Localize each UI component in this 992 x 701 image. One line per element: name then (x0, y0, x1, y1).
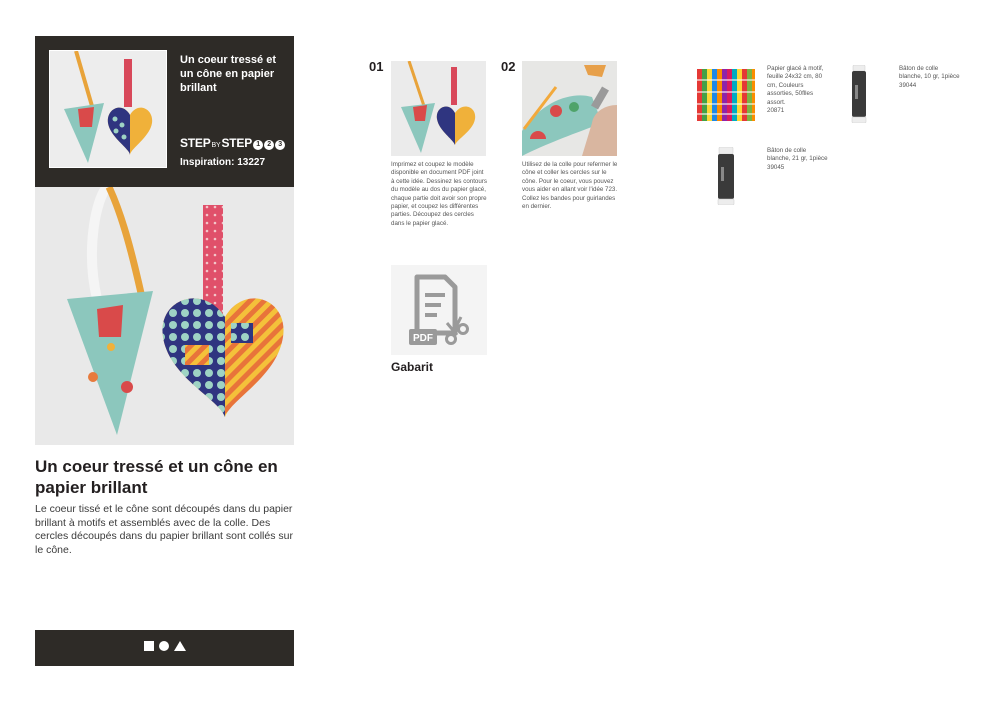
brand-num-1: 1 (253, 140, 263, 150)
hero-image[interactable] (35, 187, 294, 445)
step-2-image[interactable] (522, 61, 617, 156)
brand-by: BY (211, 142, 221, 149)
glue-stick-icon (830, 65, 888, 123)
circle-shape-icon (158, 639, 170, 657)
header-title: Un coeur tressé et un cône en papier brillant (180, 54, 276, 94)
step-1-image[interactable] (391, 61, 486, 156)
product-image-39045[interactable] (697, 147, 755, 205)
product-code: 39044 (899, 81, 917, 89)
page-title: Un coeur tressé et un cône en papier brillant (35, 457, 278, 497)
product-39045-text (767, 147, 829, 172)
footer-band (35, 630, 294, 666)
glue-stick-icon (697, 147, 755, 205)
header-band (35, 36, 294, 187)
product-name: Papier glacé à motif, feuille 24x32 cm, 80 cm, Couleurs assorties, 50flles assort. (767, 65, 824, 106)
step-1-text: Imprimez et coupez le modèle disponible en document PDF joint à cette idée. Dessinez les contours du modèle au dos du papier glacé, chaque partie doit avoir son propre papier, et coupez les différentes parties. Découpez des cercles dans le papier glacé. (391, 161, 487, 227)
product-name: Bâton de colle blanche, 10 gr, 1pièce (899, 65, 960, 81)
product-20871-text (767, 65, 829, 115)
product-39044-text (899, 65, 961, 90)
pdf-scissors-icon (391, 265, 487, 355)
brand-step-2: STEP (221, 136, 253, 150)
pdf-badge: PDF (413, 333, 433, 344)
step-number-1: 01 (369, 59, 384, 74)
thumbnail-image[interactable] (49, 50, 167, 168)
inspiration-number: Inspiration: 13227 (180, 157, 266, 168)
paper-stack-icon (697, 65, 755, 123)
step-by-step-logo (180, 136, 285, 150)
product-image-39044[interactable] (830, 65, 888, 123)
square-shape-icon (143, 639, 155, 657)
brand-num-2: 2 (264, 140, 274, 150)
product-code: 20871 (767, 107, 785, 115)
pdf-template-download[interactable] (391, 265, 487, 355)
product-name: Bâton de colle blanche, 21 gr, 1pièce (767, 147, 828, 163)
brand-num-3: 3 (275, 140, 285, 150)
product-image-20871[interactable] (697, 65, 755, 123)
triangle-shape-icon (173, 639, 187, 657)
step-number-2: 02 (501, 59, 516, 74)
product-code: 39045 (767, 163, 785, 171)
template-label: Gabarit (391, 360, 434, 374)
step-2-text: Utilisez de la colle pour refermer le cône et coller les cercles sur le cône. Pour le coeur, vous pouvez vous aider en allant voir l'idée 723. Collez les bandes pour guirlandes en dernier. (522, 161, 618, 211)
brand-step: STEP (180, 136, 211, 150)
page-description: Le coeur tissé et le cône sont découpés dans du papier brillant à motifs et assemblés avec de la colle. Des cercles découpés dans du papier brillant sont collés sur le cône. (35, 503, 293, 556)
